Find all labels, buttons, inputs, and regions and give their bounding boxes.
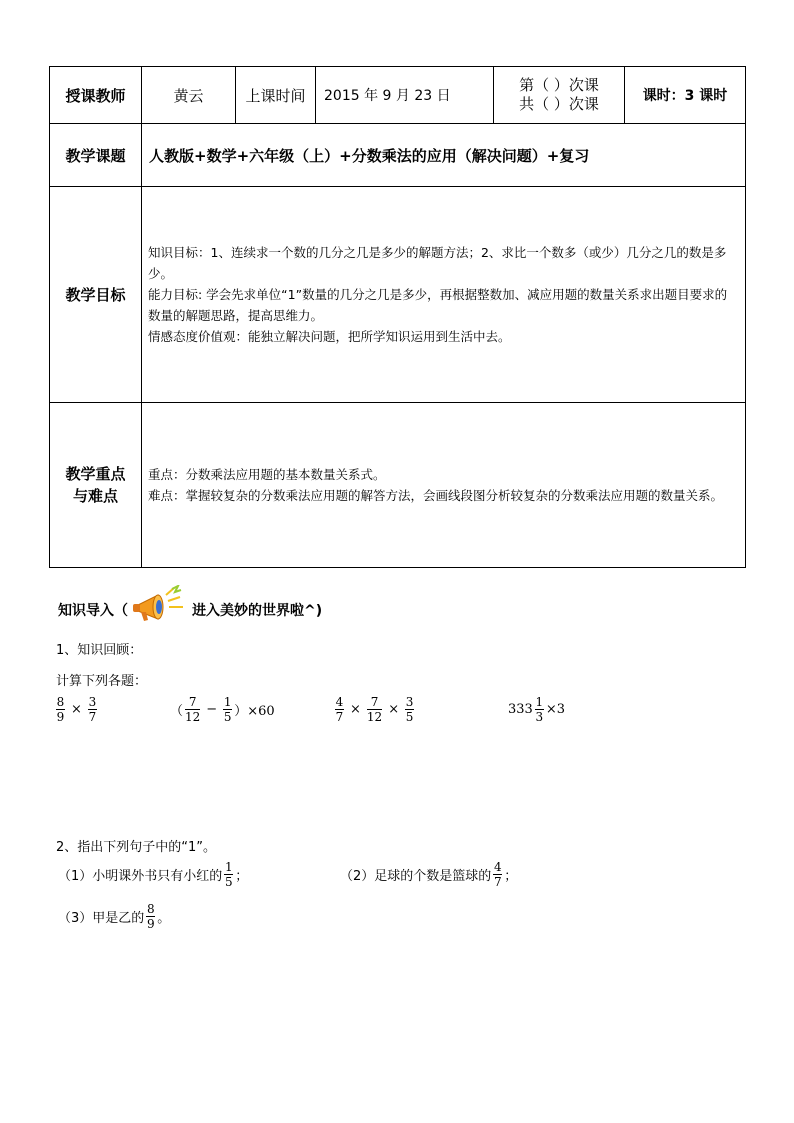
keypoint-difficulty: 难点：掌握较复杂的分数乘法应用题的解答方法，会画线段图分析较复杂的分数乘法应用题的数量关系。 (148, 488, 724, 503)
lesson-hours: 课时：3 课时 (625, 67, 746, 124)
intro-title-left: 知识导入（ (58, 603, 128, 619)
denominator: 12 (366, 710, 383, 724)
teacher-name: 黄云 (142, 67, 236, 124)
question-2 (340, 860, 517, 889)
goals-content (142, 187, 746, 403)
operator: × (71, 702, 82, 717)
fraction (367, 695, 382, 724)
question-1-text: （1）小明课外书只有小红的 (58, 869, 223, 884)
teacher-label: 授课教师 (50, 67, 142, 124)
denominator: 3 (535, 710, 544, 724)
keypoints-row (50, 403, 746, 568)
numerator: 1 (535, 695, 544, 709)
open-paren: （ (170, 704, 184, 719)
topic-value: 人教版+数学+六年级（上）+分数乘法的应用（解决问题）+复习 (142, 124, 746, 187)
fraction (88, 695, 97, 724)
numerator: 1 (224, 860, 233, 874)
denominator: 12 (185, 710, 201, 724)
operator: × (388, 702, 400, 717)
keypoints-label-line2: 与难点 (72, 487, 118, 505)
numerator: 4 (493, 860, 502, 874)
topic-label: 教学课题 (50, 124, 142, 187)
goal-emotion: 情感态度价值观：能独立解决问题，把所学知识运用到生活中去。 (148, 329, 511, 344)
numerator: 8 (146, 902, 155, 916)
problem-2 (170, 695, 275, 724)
problem-1 (54, 695, 99, 724)
intro-title-right: 进入美妙的世界啦^) (192, 603, 323, 619)
question-1 (58, 860, 248, 889)
keypoints-label-line1: 教学重点 (65, 465, 126, 483)
fraction (146, 902, 155, 931)
fraction (405, 695, 414, 724)
question-1-end: ； (235, 869, 249, 884)
denominator: 7 (335, 710, 344, 724)
numerator: 1 (223, 695, 232, 709)
question-3 (58, 902, 170, 931)
section1-instruction: 计算下列各题： (56, 674, 148, 689)
denominator: 7 (493, 875, 502, 889)
section1-heading: 1、知识回顾： (56, 643, 143, 658)
keypoints-label (50, 403, 142, 568)
times-three: ×3 (545, 702, 565, 717)
denominator: 7 (88, 710, 97, 724)
fraction (224, 860, 233, 889)
goals-label: 教学目标 (50, 187, 142, 403)
keypoints-content (142, 403, 746, 568)
lesson-plan-table (49, 66, 746, 568)
question-2-text: （2）足球的个数是篮球的 (340, 869, 492, 884)
problem-3 (333, 695, 416, 724)
numerator: 3 (88, 695, 97, 709)
operator: × (350, 702, 361, 717)
section2-heading: 2、指出下列句子中的“1”。 (56, 840, 217, 855)
keypoint-focus: 重点：分数乘法应用题的基本数量关系式。 (148, 467, 386, 482)
close-paren-times: ）×60 (234, 704, 275, 719)
numerator: 8 (56, 695, 65, 709)
numerator: 7 (188, 695, 197, 709)
megaphone-icon (128, 597, 192, 625)
question-2-end: ； (504, 869, 518, 884)
denominator: 5 (405, 710, 414, 724)
question-3-end: 。 (157, 911, 171, 926)
lesson-number: 第（ ）次课 (519, 76, 599, 94)
goals-row (50, 187, 746, 403)
goal-ability: 能力目标: 学会先求单位“1”数量的几分之几是多少，再根据整数加、减应用题的数量关系求出题目要求的数量的解题思路，提高思维力。 (148, 287, 728, 323)
topic-row (50, 124, 746, 187)
time-label: 上课时间 (236, 67, 316, 124)
whole-number: 333 (508, 702, 533, 717)
problem-4 (508, 695, 565, 724)
lesson-count-cell (494, 67, 625, 124)
lesson-total: 共（ ）次课 (519, 95, 599, 113)
denominator: 9 (146, 917, 155, 931)
denominator: 5 (223, 710, 232, 724)
intro-title (58, 597, 322, 625)
lesson-date: 2015 年 9 月 23 日 (316, 67, 494, 124)
goal-knowledge: 知识目标：1、连续求一个数的几分之几是多少的解题方法；2、求比一个数多（或少）几分之几的数是多少。 (148, 245, 727, 281)
numerator: 3 (405, 695, 414, 709)
numerator: 4 (335, 695, 344, 709)
denominator: 9 (56, 710, 65, 724)
question-3-text: （3）甲是乙的 (58, 911, 145, 926)
operator: − (206, 702, 218, 717)
numerator: 7 (370, 695, 379, 709)
fraction (335, 695, 344, 724)
denominator: 5 (224, 875, 233, 889)
fraction (535, 695, 544, 724)
fraction (223, 695, 232, 724)
fraction (185, 695, 200, 724)
fraction (493, 860, 502, 889)
header-row (50, 67, 746, 124)
fraction (56, 695, 65, 724)
